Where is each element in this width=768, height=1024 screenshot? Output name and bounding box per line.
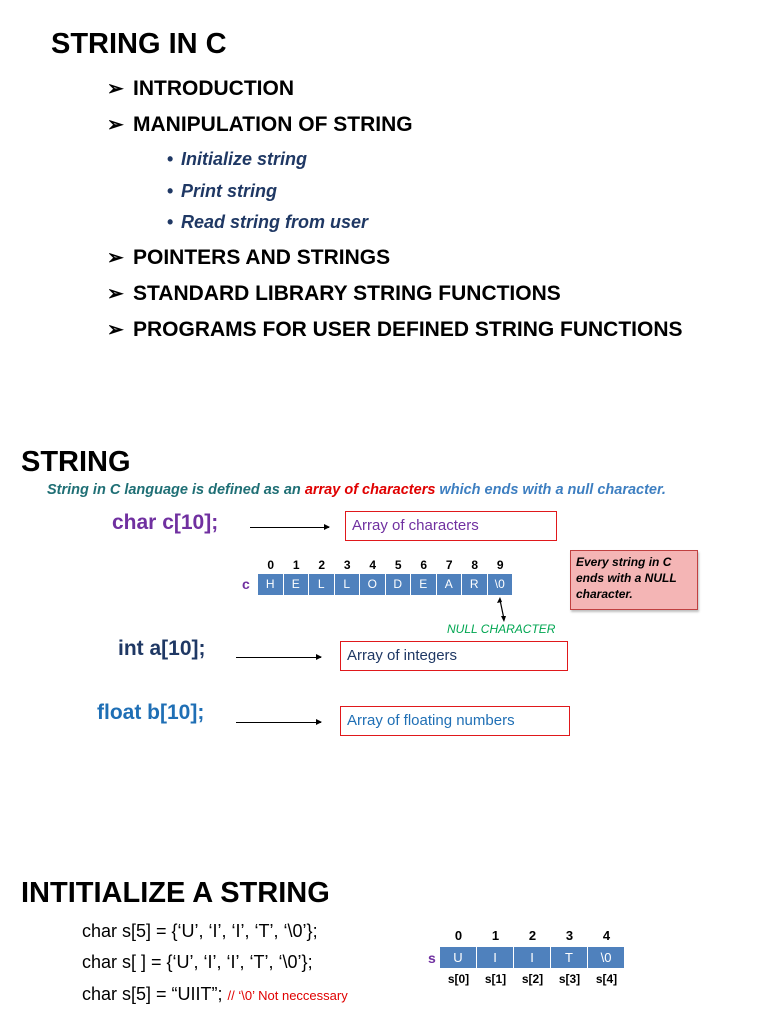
array-of-characters-box: Array of characters (345, 511, 557, 541)
index-row: 0 1 2 3 4 5 6 7 8 9 (267, 558, 504, 572)
double-arrow-icon (490, 597, 510, 623)
dot-bullet-icon: • (167, 149, 174, 169)
array-of-integers-box: Array of integers (340, 641, 568, 671)
slide1-title: STRING IN C (51, 28, 227, 60)
char-declaration: char c[10]; (112, 511, 219, 534)
code-line: char s[ ] = {‘U’, ‘I’, ‘I’, ‘T’, ‘\0’}; (82, 952, 313, 972)
string-definition: String in C language is defined as an array of characters which ends with a null character. (47, 482, 666, 498)
dot-bullet-icon: • (167, 181, 174, 201)
outline-item: ➢ POINTERS AND STRINGS (107, 246, 391, 269)
sub-item: • Print string (167, 181, 278, 201)
arrow-bullet-icon: ➢ (107, 114, 124, 136)
array-cell: \0 (588, 947, 625, 968)
index-row: 0 1 2 3 4 (454, 928, 611, 943)
element-names-row: s[0] s[1] s[2] s[3] s[4] (447, 972, 618, 986)
array-cell: E (284, 574, 310, 595)
arrow-right-icon (236, 722, 321, 723)
null-character-label: NULL CHARACTER (447, 622, 556, 636)
string-array (440, 947, 625, 968)
arrow-right-icon (236, 657, 321, 658)
arrow-bullet-icon: ➢ (107, 78, 124, 100)
array-cell: \0 (488, 574, 514, 595)
float-declaration: float b[10]; (97, 701, 205, 724)
arrow-bullet-icon: ➢ (107, 319, 124, 341)
int-declaration: int a[10]; (118, 637, 206, 660)
null-note-callout: Every string in C ends with a NULL character. (570, 550, 698, 610)
slide2-title: STRING (21, 446, 131, 478)
array-label-s: s (428, 950, 436, 966)
sub-item: • Read string from user (167, 212, 369, 232)
arrow-right-icon (250, 527, 329, 528)
code-line: char s[5] = {‘U’, ‘I’, ‘I’, ‘T’, ‘\0’}; (82, 921, 318, 941)
array-cell: D (386, 574, 412, 595)
code-comment: // ‘\0’ Not neccessary (227, 988, 348, 1003)
array-cell: I (514, 947, 551, 968)
arrow-bullet-icon: ➢ (107, 247, 124, 269)
sub-item: • Initialize string (167, 149, 308, 169)
array-label-c: c (242, 576, 250, 592)
outline-item: ➢ STANDARD LIBRARY STRING FUNCTIONS (107, 282, 561, 305)
outline-item: ➢ PROGRAMS FOR USER DEFINED STRING FUNCTIONS (107, 318, 683, 341)
slide3-title: INTITIALIZE A STRING (21, 877, 330, 909)
dot-bullet-icon: • (167, 212, 174, 232)
array-cell: T (551, 947, 588, 968)
array-cell: A (437, 574, 463, 595)
array-of-floats-box: Array of floating numbers (340, 706, 570, 736)
array-cell: L (335, 574, 361, 595)
array-cell: U (440, 947, 477, 968)
array-cell: O (360, 574, 386, 595)
arrow-bullet-icon: ➢ (107, 283, 124, 305)
outline-item: ➢ MANIPULATION OF STRING (107, 113, 413, 136)
array-cell: L (309, 574, 335, 595)
array-cell: I (477, 947, 514, 968)
array-cell: R (462, 574, 488, 595)
code-line: char s[5] = “UIIT”; // ‘\0’ Not neccessary (82, 984, 348, 1004)
char-array (258, 574, 513, 595)
outline-item: ➢ INTRODUCTION (107, 77, 294, 100)
array-cell: E (411, 574, 437, 595)
array-cell: H (258, 574, 284, 595)
